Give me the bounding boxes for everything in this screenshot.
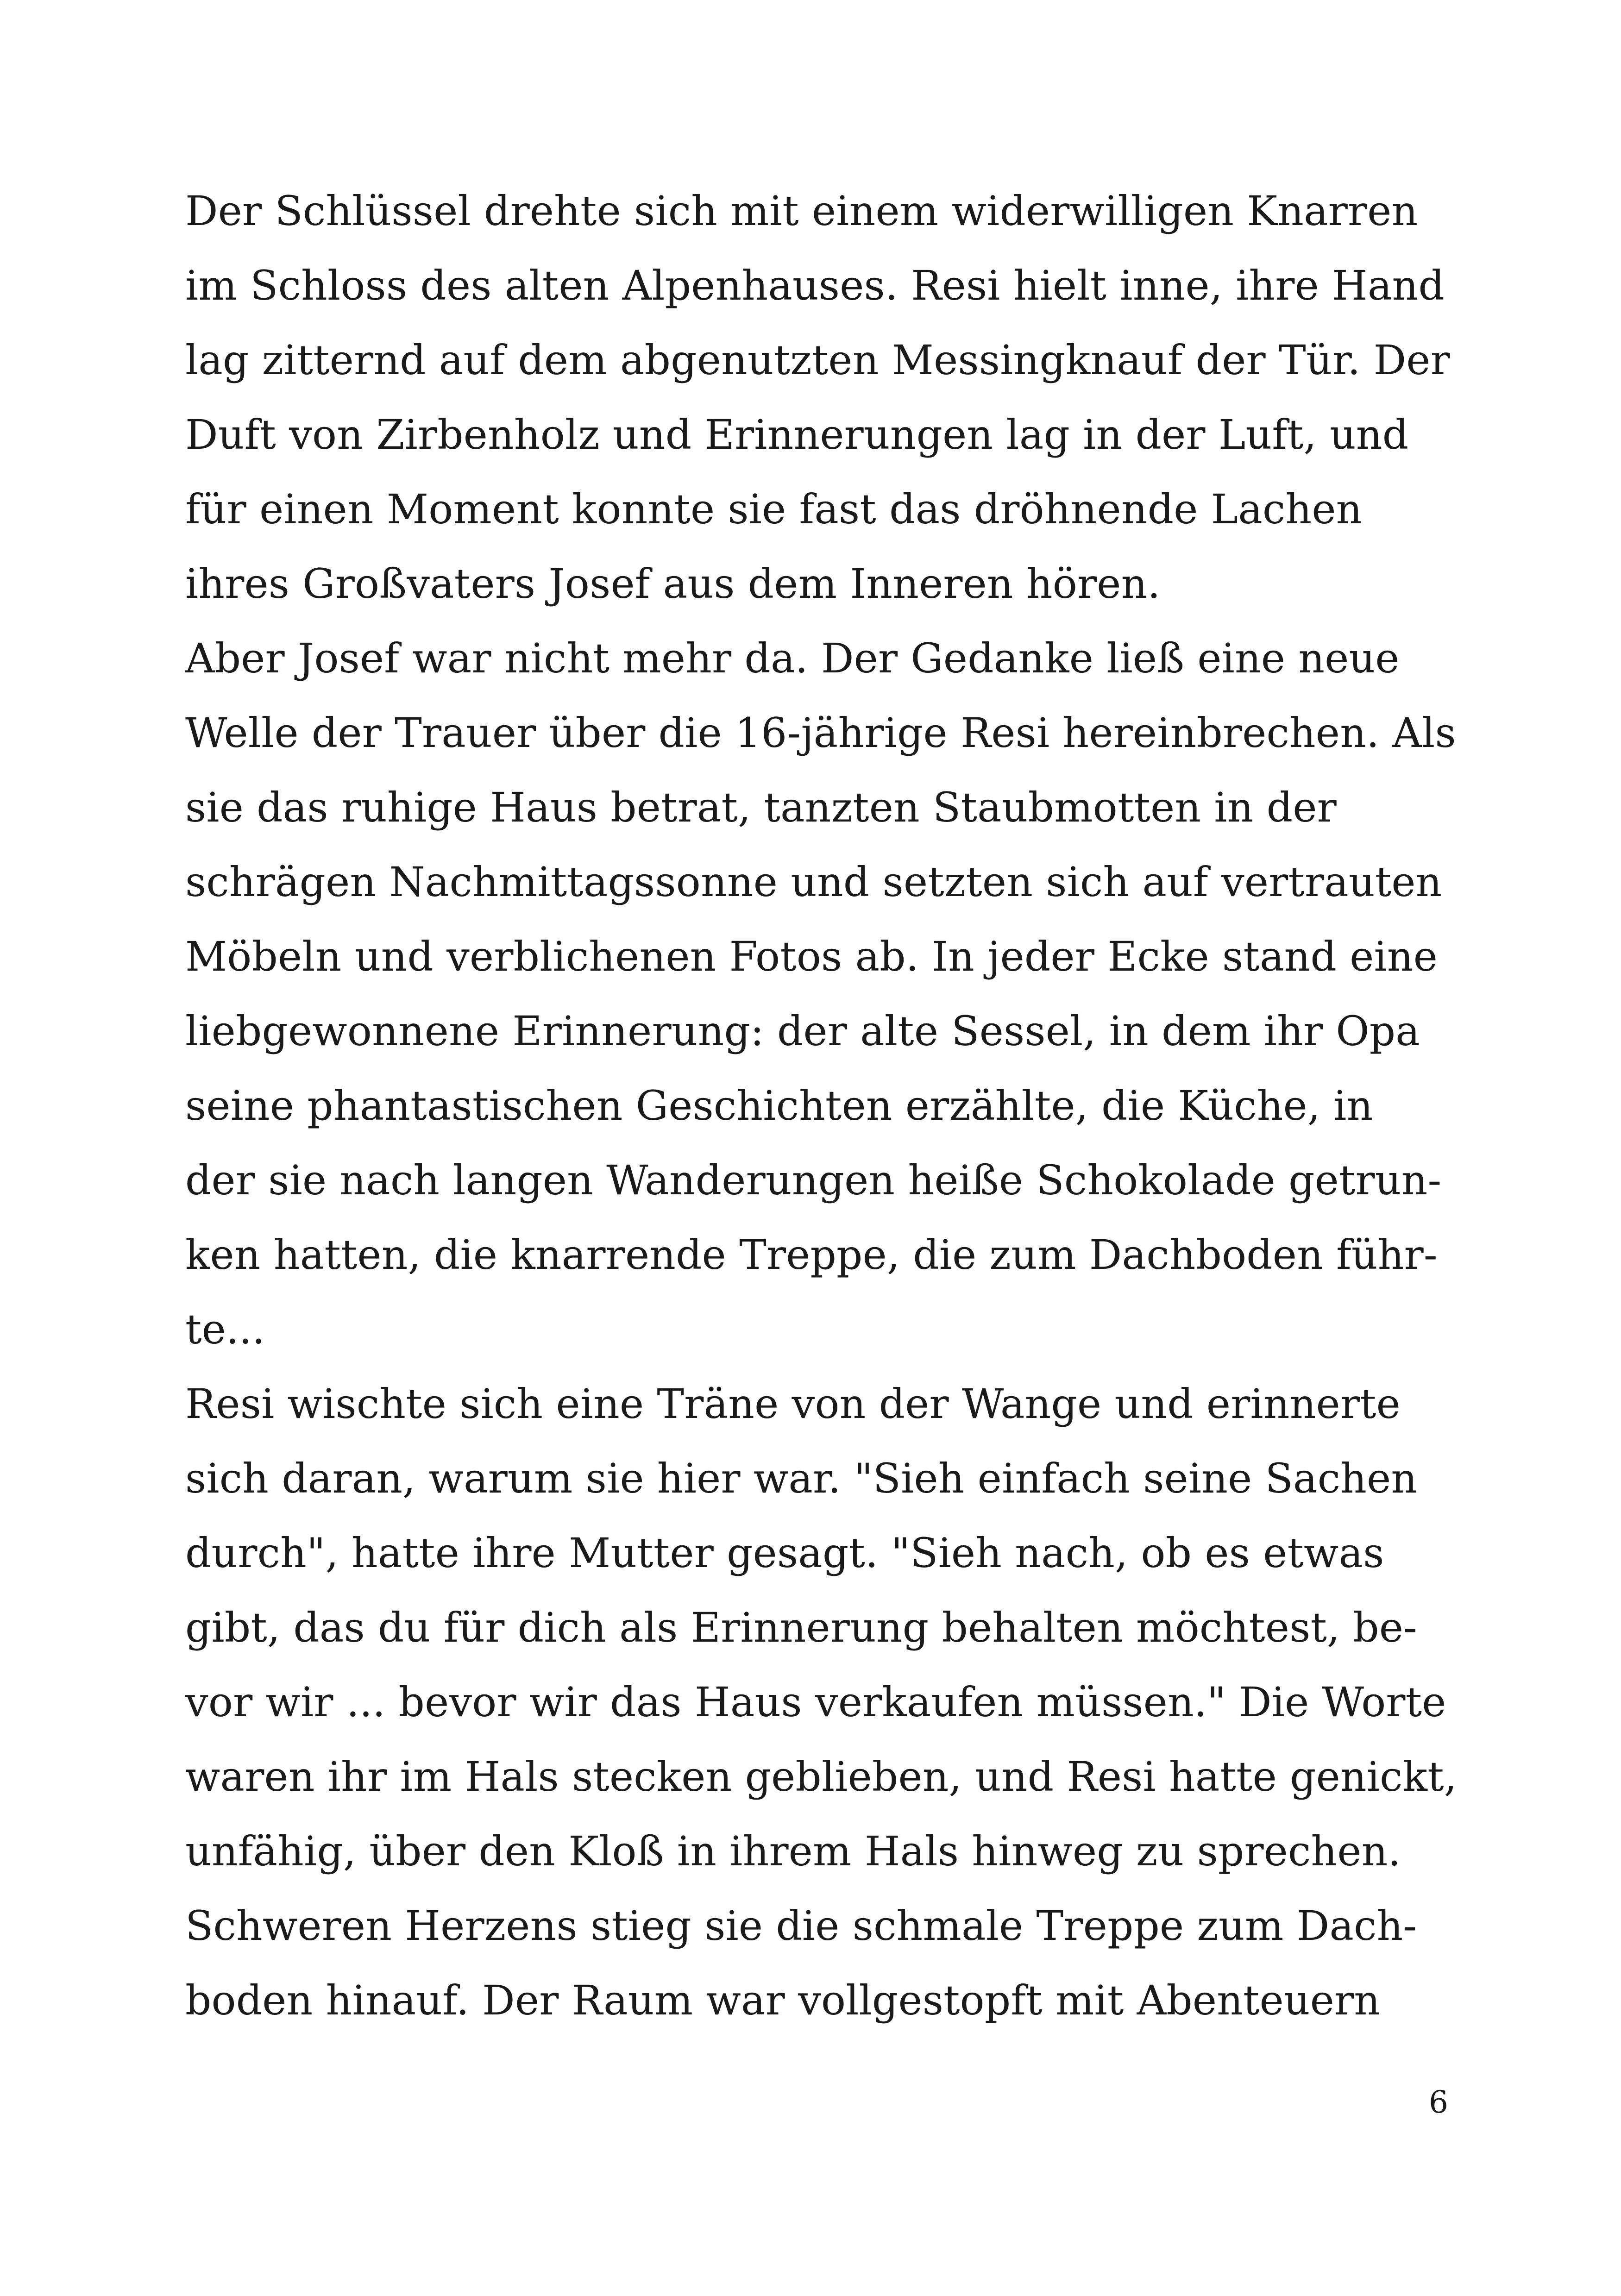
- text-line: schrägen Nachmittagssonne und setzten sich auf vertrauten: [185, 858, 1442, 906]
- text-line: lag zitternd auf dem abgenutzten Messingknauf der Tür. Der: [185, 336, 1450, 384]
- body-text: [185, 174, 1464, 2038]
- text-line: Duft von Zirbenholz und Erinnerungen lag in der Luft, und: [185, 411, 1409, 458]
- text-line: te...: [185, 1305, 265, 1353]
- text-line: ken hatten, die knarrende Treppe, die zum Dachboden führ-: [185, 1231, 1438, 1279]
- text-line: liebgewonnene Erinnerung: der alte Sessel, in dem ihr Opa: [185, 1007, 1420, 1055]
- text-line: für einen Moment konnte sie fast das dröhnende Lachen: [185, 485, 1363, 533]
- text-line: sie das ruhige Haus betrat, tanzten Staubmotten in der: [185, 784, 1337, 831]
- text-line: Welle der Trauer über die 16-jährige Resi hereinbrechen. Als: [185, 709, 1456, 757]
- text-line: waren ihr im Hals stecken geblieben, und Resi hatte genickt,: [185, 1753, 1457, 1800]
- text-line: unfähig, über den Kloß in ihrem Hals hinweg zu sprechen.: [185, 1827, 1401, 1875]
- text-line: im Schloss des alten Alpenhauses. Resi hielt inne, ihre Hand: [185, 262, 1445, 309]
- text-line: ihres Großvaters Josef aus dem Inneren hören.: [185, 560, 1161, 608]
- text-line: Der Schlüssel drehte sich mit einem widerwilligen Knarren: [185, 187, 1418, 235]
- text-line: Möbeln und verblichenen Fotos ab. In jeder Ecke stand eine: [185, 933, 1438, 980]
- text-line: gibt, das du für dich als Erinnerung behalten möchtest, be-: [185, 1604, 1418, 1651]
- text-line: Resi wischte sich eine Träne von der Wange und erinnerte: [185, 1380, 1401, 1428]
- text-line: seine phantastischen Geschichten erzählte, die Küche, in: [185, 1082, 1373, 1129]
- text-line: durch", hatte ihre Mutter gesagt. "Sieh nach, ob es etwas: [185, 1529, 1384, 1577]
- text-line: boden hinauf. Der Raum war vollgestopft mit Abenteuern: [185, 1976, 1381, 2024]
- text-line: Schweren Herzens stieg sie die schmale Treppe zum Dach-: [185, 1902, 1417, 1950]
- text-line: sich daran, warum sie hier war. "Sieh einfach seine Sachen: [185, 1455, 1418, 1502]
- text-line: Aber Josef war nicht mehr da. Der Gedanke ließ eine neue: [185, 634, 1400, 682]
- text-line: der sie nach langen Wanderungen heiße Schokolade getrun-: [185, 1156, 1442, 1204]
- page-number: 6: [1429, 2084, 1448, 2120]
- text-line: vor wir ... bevor wir das Haus verkaufen müssen." Die Worte: [185, 1678, 1446, 1726]
